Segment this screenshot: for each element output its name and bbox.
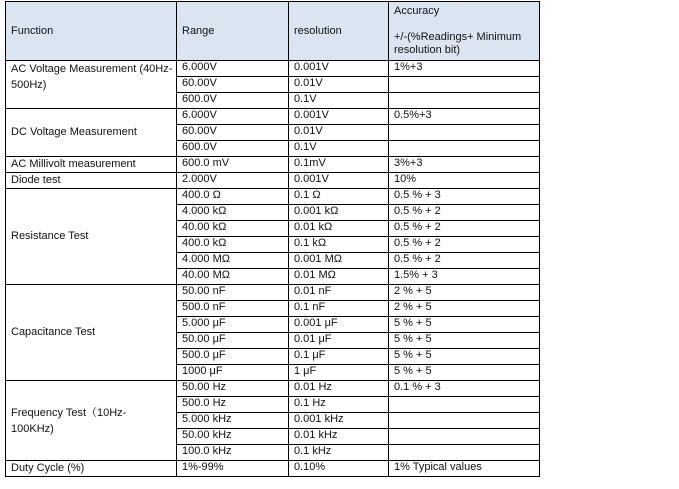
- range-cell: 500.0 Hz: [177, 397, 289, 413]
- resolution-cell: 0.1 nF: [289, 301, 389, 317]
- range-cell: 50.00 Hz: [177, 381, 289, 397]
- resolution-cell: 0.01 kHz: [289, 429, 389, 445]
- accuracy-cell: 1% Typical values: [389, 461, 540, 477]
- accuracy-cell: [389, 413, 540, 429]
- range-cell: 2.000V: [177, 173, 289, 189]
- function-cell: DC Voltage Measurement: [6, 109, 177, 157]
- range-cell: 40.00 kΩ: [177, 221, 289, 237]
- accuracy-cell: 5 % + 5: [389, 365, 540, 381]
- range-cell: 50.00 kHz: [177, 429, 289, 445]
- resolution-cell: 0.1 μF: [289, 349, 389, 365]
- accuracy-cell: 0.5%+3: [389, 109, 540, 125]
- accuracy-cell: [389, 77, 540, 93]
- accuracy-cell: 2 % + 5: [389, 285, 540, 301]
- resolution-cell: 0.1V: [289, 93, 389, 109]
- function-cell: Frequency Test（10Hz-100KHz): [6, 381, 177, 461]
- resolution-cell: 0.01 nF: [289, 285, 389, 301]
- range-cell: 1%-99%: [177, 461, 289, 477]
- range-cell: 1000 μF: [177, 365, 289, 381]
- accuracy-cell: 2 % + 5: [389, 301, 540, 317]
- range-cell: 5.000 kHz: [177, 413, 289, 429]
- range-cell: 400.0 kΩ: [177, 237, 289, 253]
- resolution-cell: 1 μF: [289, 365, 389, 381]
- range-cell: 6.000V: [177, 109, 289, 125]
- header-row: [6, 2, 540, 61]
- accuracy-cell: [389, 125, 540, 141]
- resolution-cell: 0.01 MΩ: [289, 269, 389, 285]
- accuracy-cell: 3%+3: [389, 157, 540, 173]
- range-cell: 50.00 μF: [177, 333, 289, 349]
- accuracy-cell: [389, 445, 540, 461]
- resolution-cell: 0.1mV: [289, 157, 389, 173]
- range-cell: 6.000V: [177, 61, 289, 77]
- resolution-cell: 0.1 Ω: [289, 189, 389, 205]
- table-row: [6, 461, 540, 477]
- table-row: [6, 61, 540, 77]
- resolution-cell: 0.001 kHz: [289, 413, 389, 429]
- accuracy-cell: 5 % + 5: [389, 333, 540, 349]
- resolution-cell: 0.01 Hz: [289, 381, 389, 397]
- resolution-cell: 0.1 kΩ: [289, 237, 389, 253]
- accuracy-cell: 1.5% + 3: [389, 269, 540, 285]
- resolution-cell: 0.1 Hz: [289, 397, 389, 413]
- range-cell: 400.0 Ω: [177, 189, 289, 205]
- accuracy-cell: [389, 141, 540, 157]
- accuracy-cell: 0.5 % + 2: [389, 221, 540, 237]
- resolution-cell: 0.01V: [289, 125, 389, 141]
- accuracy-cell: 0.1 % + 3: [389, 381, 540, 397]
- accuracy-cell: 5 % + 5: [389, 349, 540, 365]
- range-cell: 60.00V: [177, 125, 289, 141]
- resolution-cell: 0.001V: [289, 109, 389, 125]
- range-cell: 4.000 MΩ: [177, 253, 289, 269]
- range-cell: 50.00 nF: [177, 285, 289, 301]
- table-row: [6, 173, 540, 189]
- header-function: Function: [6, 2, 177, 61]
- range-cell: 600.0V: [177, 141, 289, 157]
- header-resolution: resolution: [289, 2, 389, 61]
- range-cell: 500.0 nF: [177, 301, 289, 317]
- function-cell: AC Voltage Measurement (40Hz-500Hz): [6, 61, 177, 109]
- resolution-cell: 0.01V: [289, 77, 389, 93]
- accuracy-cell: 0.5 % + 3: [389, 189, 540, 205]
- accuracy-cell: 1%+3: [389, 61, 540, 77]
- header-accuracy-title: Accuracy: [394, 5, 440, 17]
- accuracy-cell: [389, 93, 540, 109]
- range-cell: 5.000 μF: [177, 317, 289, 333]
- resolution-cell: 0.01 μF: [289, 333, 389, 349]
- header-accuracy: [389, 2, 540, 61]
- header-range: Range: [177, 2, 289, 61]
- range-cell: 100.0 kHz: [177, 445, 289, 461]
- resolution-cell: 0.1V: [289, 141, 389, 157]
- range-cell: 600.0V: [177, 93, 289, 109]
- accuracy-cell: 0.5 % + 2: [389, 253, 540, 269]
- range-cell: 4.000 kΩ: [177, 205, 289, 221]
- accuracy-cell: 5 % + 5: [389, 317, 540, 333]
- range-cell: 600.0 mV: [177, 157, 289, 173]
- function-cell: Capacitance Test: [6, 285, 177, 381]
- function-cell: Duty Cycle (%): [6, 461, 177, 477]
- resolution-cell: 0.1 kHz: [289, 445, 389, 461]
- accuracy-cell: [389, 397, 540, 413]
- function-cell: AC Millivolt measurement: [6, 157, 177, 173]
- resolution-cell: 0.001 MΩ: [289, 253, 389, 269]
- accuracy-cell: 0.5 % + 2: [389, 205, 540, 221]
- resolution-cell: 0.001V: [289, 61, 389, 77]
- range-cell: 40.00 MΩ: [177, 269, 289, 285]
- function-cell: Resistance Test: [6, 189, 177, 285]
- accuracy-cell: 0.5 % + 2: [389, 237, 540, 253]
- range-cell: 500.0 μF: [177, 349, 289, 365]
- resolution-cell: 0.001 kΩ: [289, 205, 389, 221]
- range-cell: 60.00V: [177, 77, 289, 93]
- resolution-cell: 0.10%: [289, 461, 389, 477]
- table-row: [6, 285, 540, 301]
- resolution-cell: 0.001 μF: [289, 317, 389, 333]
- table-row: [6, 109, 540, 125]
- resolution-cell: 0.001V: [289, 173, 389, 189]
- header-accuracy-formula: +/-(%Readings+ Minimum resolution bit): [394, 31, 522, 56]
- spec-table: [5, 1, 540, 477]
- accuracy-cell: [389, 429, 540, 445]
- function-cell: Diode test: [6, 173, 177, 189]
- resolution-cell: 0.01 kΩ: [289, 221, 389, 237]
- accuracy-cell: 10%: [389, 173, 540, 189]
- table-row: [6, 157, 540, 173]
- table-row: [6, 189, 540, 205]
- table-row: [6, 381, 540, 397]
